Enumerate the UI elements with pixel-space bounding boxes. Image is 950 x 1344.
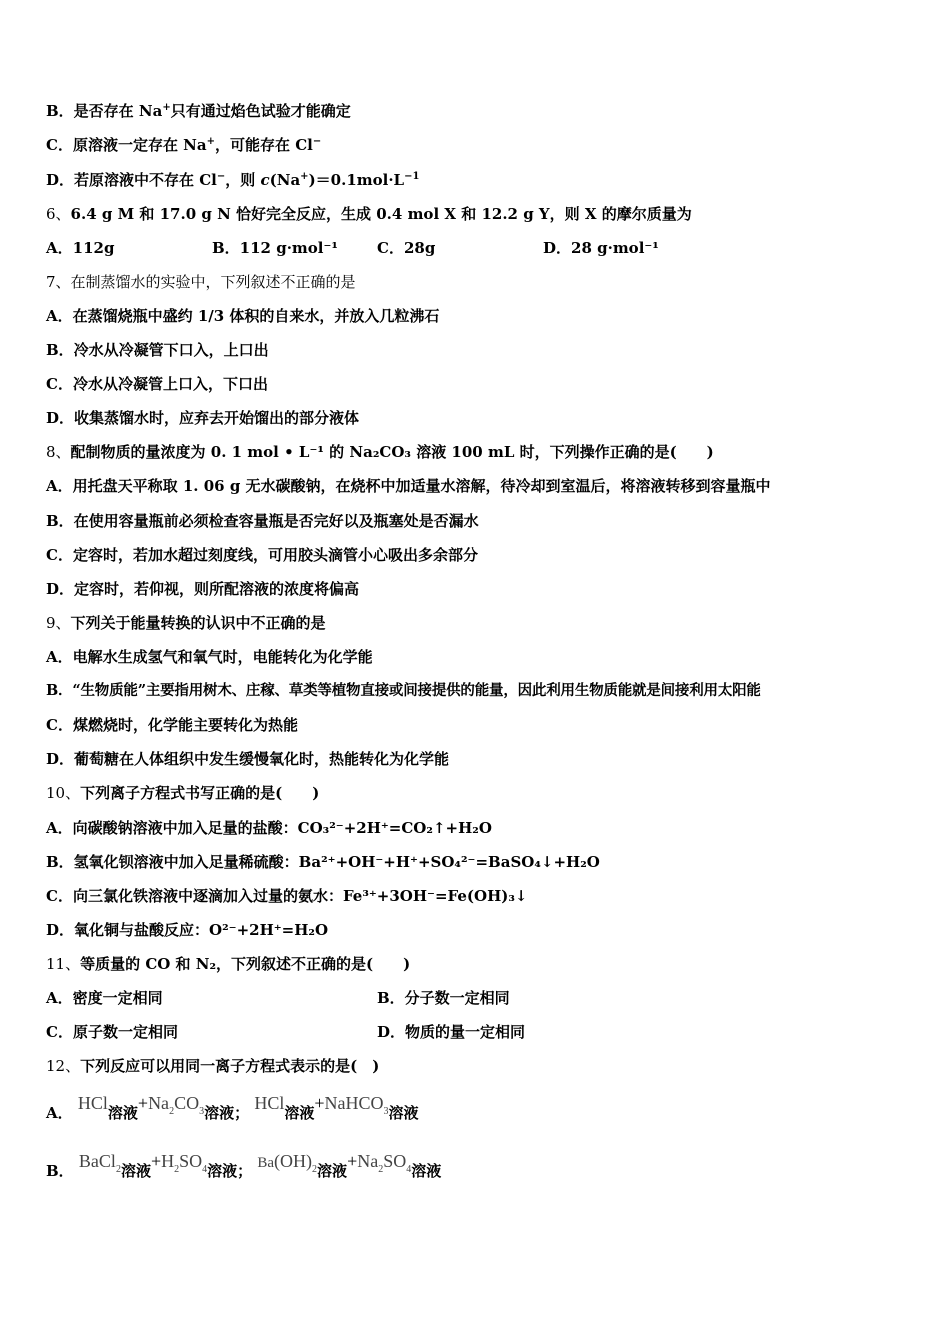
q6-option-d: D．28 g·mol⁻¹ (543, 239, 659, 257)
q6-option-b: B．112 g·mol⁻¹ (212, 239, 338, 257)
q11-option-d: D．物质的量一定相同 (377, 1023, 526, 1041)
q9-option-c: C．煤燃烧时，化学能主要转化为热能 (46, 716, 298, 734)
q10-option-b: B．氢氧化钡溶液中加入足量稀硫酸：Ba²⁺+OH⁻+H⁺+SO₄²⁻=BaSO₄↓+H₂O (46, 853, 600, 871)
question-7: 7、在制蒸馏水的实验中，下列叙述不正确的是 (46, 273, 356, 291)
q9-option-b: B．“生物质能”主要指用树木、庄稼、草类等植物直接或间接提供的能量，因此利用生物质能就是间接利用太阳能 (46, 682, 761, 699)
q7-option-b: B．冷水从冷凝管下口入，上口出 (46, 341, 269, 359)
q11-option-c: C．原子数一定相同 (46, 1023, 178, 1041)
option-d-cl-na: D．若原溶液中不存在 Cl−，则 $c(Na^+)=0.1mol\cdot L^{-1}$ (46, 171, 420, 189)
q6-option-a: A．112g (46, 239, 115, 257)
q8-option-b: B．在使用容量瓶前必须检查容量瓶是否完好以及瓶塞处是否漏水 (46, 512, 479, 530)
q8-option-d: D．定容时，若仰视，则所配溶液的浓度将偏高 (46, 580, 360, 598)
question-11: 11、等质量的 CO 和 N₂，下列叙述不正确的是( ) (46, 955, 411, 973)
q12-option-a: A． HCl溶液$+Na^2CO^3$溶液； HCl溶液+NaHCO$^3$溶液 (46, 1093, 419, 1122)
question-10: 10、下列离子方程式书写正确的是( ) (46, 784, 320, 802)
q12-option-b: B． BaCl$^2$溶液$+H^2SO^4$溶液； Ba(OH)$^2$溶液$+Na^2SO^4$溶液 (46, 1151, 442, 1180)
q8-option-c: C．定容时，若加水超过刻度线，可用胶头滴管小心吸出多余部分 (46, 546, 478, 564)
q9-option-d: D．葡萄糖在人体组织中发生缓慢氧化时，热能转化为化学能 (46, 750, 450, 768)
option-c-na-cl: C．原溶液一定存在 Na+，可能存在 Cl− (46, 136, 322, 154)
question-8: 8、配制物质的量浓度为 0. 1 mol • L⁻¹ 的 Na₂CO₃ 溶液 100 mL 时，下列操作正确的是( ) (46, 443, 714, 461)
question-9: 9、下列关于能量转换的认识中不正确的是 (46, 614, 326, 632)
question-12: 12、下列反应可以用同一离子方程式表示的是( ) (46, 1057, 380, 1075)
q11-option-b: B．分子数一定相同 (377, 989, 510, 1007)
q8-option-a: A．用托盘天平称取 1. 06 g 无水碳酸钠，在烧杯中加适量水溶解，待冷却到室温后，将溶液转移到容量瓶中 (46, 477, 771, 495)
option-b-na-flame: B．是否存在 Na+只有通过焰色试验才能确定 (46, 102, 351, 120)
q7-option-a: A．在蒸馏烧瓶中盛约 1/3 体积的自来水，并放入几粒沸石 (46, 307, 440, 325)
question-6: 6、6.4 g M 和 17.0 g N 恰好完全反应，生成 0.4 mol X 和 12.2 g Y，则 X 的摩尔质量为 (46, 205, 692, 223)
q10-option-d: D．氧化铜与盐酸反应：O²⁻+2H⁺=H₂O (46, 921, 329, 939)
q7-option-d: D．收集蒸馏水时，应弃去开始馏出的部分液体 (46, 409, 360, 427)
q10-option-c: C．向三氯化铁溶液中逐滴加入过量的氨水：Fe³⁺+3OH⁻=Fe(OH)₃↓ (46, 887, 528, 905)
q7-option-c: C．冷水从冷凝管上口入，下口出 (46, 375, 268, 393)
q10-option-a: A．向碳酸钠溶液中加入足量的盐酸：CO₃²⁻+2H⁺=CO₂↑+H₂O (46, 819, 492, 837)
q9-option-a: A．电解水生成氢气和氧气时，电能转化为化学能 (46, 648, 373, 666)
q6-option-c: C．28g (377, 239, 436, 257)
q11-option-a: A．密度一定相同 (46, 989, 163, 1007)
